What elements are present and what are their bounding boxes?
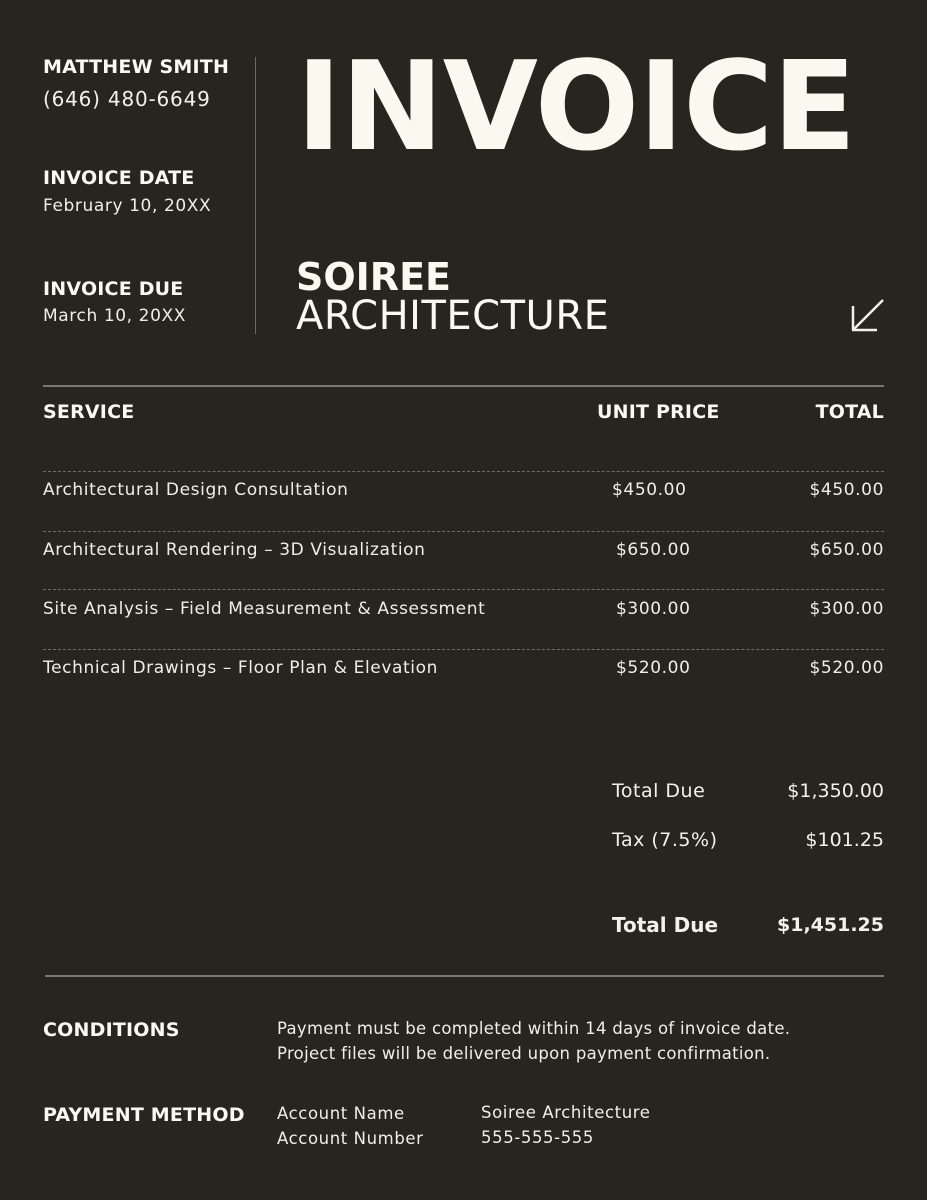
row-service: Site Analysis – Field Measurement & Assessment: [43, 599, 486, 619]
payment-method-label: PAYMENT METHOD: [43, 1104, 245, 1126]
subtotal-value: $1,350.00: [787, 780, 884, 802]
arrow-down-left-icon: [850, 298, 886, 334]
subtotal-label: Total Due: [612, 780, 706, 802]
client-name: MATTHEW SMITH: [43, 56, 230, 78]
row-service: Architectural Rendering – 3D Visualization: [43, 540, 426, 560]
row-divider: [43, 531, 884, 532]
footer-divider: [45, 975, 884, 977]
header-divider: [255, 57, 256, 334]
row-total: $650.00: [809, 540, 884, 560]
invoice-title: INVOICE: [296, 36, 856, 179]
invoice-date-label: INVOICE DATE: [43, 167, 195, 189]
row-total: $520.00: [809, 658, 884, 678]
account-name-label: Account Name: [277, 1104, 405, 1123]
invoice-date-value: February 10, 20XX: [43, 196, 212, 216]
row-service: Architectural Design Consultation: [43, 480, 349, 500]
total-due-label: Total Due: [612, 913, 719, 937]
col-header-total: TOTAL: [815, 401, 884, 423]
col-header-unit-price: UNIT PRICE: [597, 401, 720, 423]
row-unit-price: $300.00: [616, 599, 691, 619]
company-name-line1: SOIREE: [296, 255, 451, 299]
invoice-due-label: INVOICE DUE: [43, 278, 184, 300]
row-divider: [43, 471, 884, 472]
company-name-line2: ARCHITECTURE: [296, 293, 610, 339]
row-unit-price: $650.00: [616, 540, 691, 560]
tax-value: $101.25: [805, 829, 884, 851]
conditions-label: CONDITIONS: [43, 1019, 180, 1041]
row-unit-price: $520.00: [616, 658, 691, 678]
row-divider: [43, 649, 884, 650]
account-number-value: 555-555-555: [481, 1128, 594, 1147]
row-service: Technical Drawings – Floor Plan & Elevation: [43, 658, 439, 678]
invoice-due-value: March 10, 20XX: [43, 306, 186, 326]
table-top-divider: [43, 385, 884, 387]
total-due-value: $1,451.25: [777, 914, 884, 936]
conditions-line1: Payment must be completed within 14 days of invoice date.: [277, 1019, 791, 1038]
client-phone: (646) 480-6649: [43, 87, 211, 111]
row-unit-price: $450.00: [612, 480, 687, 500]
conditions-line2: Project files will be delivered upon payment confirmation.: [277, 1044, 771, 1063]
account-name-value: Soiree Architecture: [481, 1103, 651, 1122]
row-total: $450.00: [809, 480, 884, 500]
row-total: $300.00: [809, 599, 884, 619]
row-divider: [43, 589, 884, 590]
col-header-service: SERVICE: [43, 401, 135, 423]
tax-label: Tax (7.5%): [612, 829, 718, 851]
account-number-label: Account Number: [277, 1129, 424, 1148]
